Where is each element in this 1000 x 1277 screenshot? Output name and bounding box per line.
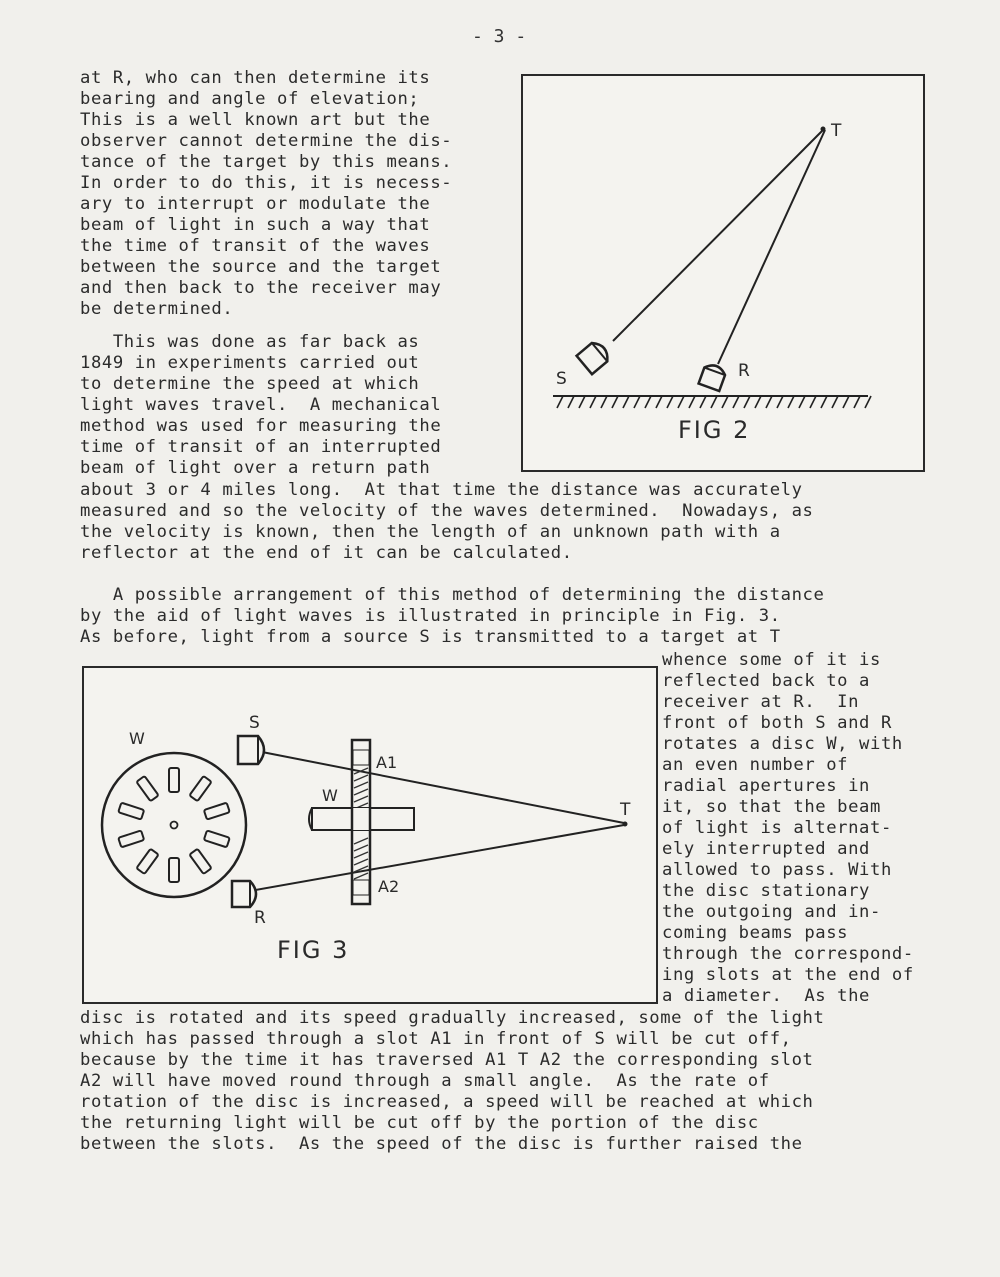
text-line: the time of transit of the waves: [80, 236, 431, 256]
text-line: between the source and the target: [80, 257, 442, 277]
disc-slots: [118, 768, 230, 882]
fig3-label-w-disc: W: [129, 729, 145, 748]
fig2-caption: FIG 2: [678, 416, 751, 444]
disc-slot: [169, 858, 179, 882]
disc-slot: [189, 776, 211, 801]
text-line: a diameter. As the: [662, 986, 871, 1006]
disc-slot: [118, 830, 144, 847]
hatch-stroke: [788, 396, 794, 408]
disc-slot: [204, 830, 230, 847]
fig3-label-w-edge: W: [322, 786, 338, 805]
text-line: receiver at R. In: [662, 692, 860, 712]
hatch-stroke: [810, 396, 816, 408]
fig2-label-s: S: [556, 369, 567, 389]
hatch-stroke: [656, 396, 662, 408]
text-line: radial apertures in: [662, 776, 871, 796]
text-line: ary to interrupt or modulate the: [80, 194, 431, 214]
text-line: This was done as far back as: [80, 332, 420, 352]
shaft-cover: [352, 808, 370, 830]
text-line: to determine the speed at which: [80, 374, 420, 394]
text-line: In order to do this, it is necess-: [80, 173, 453, 193]
text-line: method was used for measuring the: [80, 416, 442, 436]
hatch-stroke: [601, 396, 607, 408]
fig3-label-a1: A1: [376, 753, 398, 772]
text-line: As before, light from a source S is transmitted to a target at T: [80, 627, 781, 647]
text-line: the disc stationary: [662, 881, 871, 901]
text-line: whence some of it is: [662, 650, 881, 670]
receiver-icon: [232, 881, 256, 907]
ground-hatching: [557, 396, 871, 408]
target-point: [623, 822, 628, 827]
text-line: coming beams pass: [662, 923, 849, 943]
text-line: observer cannot determine the dis-: [80, 131, 453, 151]
outgoing-beam: [613, 130, 823, 341]
hatch-stroke: [667, 396, 673, 408]
text-line: it, so that the beam: [662, 797, 881, 817]
text-line: through the correspond-: [662, 944, 914, 964]
hatch-stroke: [354, 775, 368, 781]
text-line: which has passed through a slot A1 in front of S will be cut off,: [80, 1029, 792, 1049]
text-line: disc is rotated and its speed gradually increased, some of the light: [80, 1008, 825, 1028]
hatch-stroke: [865, 396, 871, 408]
fig3-label-t: T: [620, 800, 631, 820]
hatch-stroke: [354, 873, 368, 879]
text-line: the returning light will be cut off by the portion of the disc: [80, 1113, 759, 1133]
text-line: bearing and angle of elevation;: [80, 89, 420, 109]
figure-3: [82, 666, 658, 1004]
hatch-stroke: [733, 396, 739, 408]
figure-3-drawing: [84, 668, 656, 1002]
text-line: at R, who can then determine its: [80, 68, 431, 88]
hatch-stroke: [722, 396, 728, 408]
text-line: ely interrupted and: [662, 839, 871, 859]
text-line: about 3 or 4 miles long. At that time the distance was accurately: [80, 480, 803, 500]
hatch-stroke: [854, 396, 860, 408]
fig3-label-r: R: [254, 908, 266, 928]
fig3-label-s: S: [249, 713, 260, 733]
disc-slot: [136, 776, 158, 801]
disc-slot: [204, 803, 230, 820]
hatch-stroke: [821, 396, 827, 408]
text-line: ing slots at the end of: [662, 965, 914, 985]
figure-2: [521, 74, 925, 472]
hatch-stroke: [612, 396, 618, 408]
hatch-stroke: [354, 845, 368, 851]
hatch-stroke: [843, 396, 849, 408]
receiver-icon: [699, 362, 727, 391]
slot-a2: [353, 880, 369, 895]
text-line: reflected back to a: [662, 671, 871, 691]
text-line: beam of light in such a way that: [80, 215, 431, 235]
fig3-label-a2: A2: [378, 877, 400, 896]
hatch-stroke: [579, 396, 585, 408]
disc-slot: [189, 849, 211, 874]
fig2-label-t: T: [831, 121, 842, 141]
hatch-stroke: [766, 396, 772, 408]
hatch-stroke: [354, 796, 368, 802]
hatch-stroke: [568, 396, 574, 408]
text-line: 1849 in experiments carried out: [80, 353, 420, 373]
hatch-stroke: [354, 782, 368, 788]
text-line: This is a well known art but the: [80, 110, 431, 130]
hatch-stroke: [354, 838, 368, 844]
hatch-stroke: [777, 396, 783, 408]
text-line: the velocity is known, then the length of an unknown path with a: [80, 522, 781, 542]
fig3-caption: FIG 3: [277, 936, 350, 964]
text-line: rotates a disc W, with: [662, 734, 903, 754]
text-line: measured and so the velocity of the waves determined. Nowadays, as: [80, 501, 814, 521]
slot-a1: [353, 750, 369, 765]
hatch-stroke: [645, 396, 651, 408]
text-line: of light is alternat-: [662, 818, 892, 838]
fig2-label-r: R: [738, 361, 750, 381]
text-line: beam of light over a return path: [80, 458, 431, 478]
text-line: and then back to the receiver may: [80, 278, 442, 298]
target-point: [821, 127, 826, 132]
text-line: rotation of the disc is increased, a speed will be reached at which: [80, 1092, 814, 1112]
text-line: reflector at the end of it can be calculated.: [80, 543, 573, 563]
text-line: tance of the target by this means.: [80, 152, 453, 172]
page-number: - 3 -: [472, 26, 527, 47]
disc-w: [102, 753, 246, 897]
hatch-stroke: [557, 396, 563, 408]
text-line: be determined.: [80, 299, 234, 319]
hatch-stroke: [689, 396, 695, 408]
source-lamp-icon: [577, 339, 612, 374]
text-line: the outgoing and in-: [662, 902, 881, 922]
hatch-stroke: [354, 852, 368, 858]
hatch-stroke: [678, 396, 684, 408]
source-lamp-icon: [238, 736, 264, 764]
disc-slot: [169, 768, 179, 792]
disc-slot: [136, 849, 158, 874]
disc-slot: [118, 803, 144, 820]
text-line: A2 will have moved round through a small angle. As the rate of: [80, 1071, 770, 1091]
hatch-stroke: [832, 396, 838, 408]
text-line: light waves travel. A mechanical: [80, 395, 442, 415]
figure-2-drawing: [523, 76, 923, 470]
hatch-stroke: [700, 396, 706, 408]
text-line: time of transit of an interrupted: [80, 437, 442, 457]
text-line: between the slots. As the speed of the disc is further raised the: [80, 1134, 803, 1154]
hatch-stroke: [755, 396, 761, 408]
text-line: front of both S and R: [662, 713, 892, 733]
hatch-stroke: [711, 396, 717, 408]
hatch-stroke: [799, 396, 805, 408]
return-beam: [244, 825, 624, 892]
text-line: by the aid of light waves is illustrated in principle in Fig. 3.: [80, 606, 781, 626]
hatch-stroke: [354, 789, 368, 795]
hatch-stroke: [354, 859, 368, 865]
hatch-stroke: [634, 396, 640, 408]
text-line: allowed to pass. With: [662, 860, 892, 880]
text-line: an even number of: [662, 755, 849, 775]
return-beam: [718, 130, 825, 364]
text-line: A possible arrangement of this method of determining the distance: [80, 585, 825, 605]
hatch-stroke: [590, 396, 596, 408]
hatch-stroke: [623, 396, 629, 408]
hatch-stroke: [744, 396, 750, 408]
disc-hub: [171, 822, 178, 829]
text-line: because by the time it has traversed A1 T A2 the corresponding slot: [80, 1050, 814, 1070]
